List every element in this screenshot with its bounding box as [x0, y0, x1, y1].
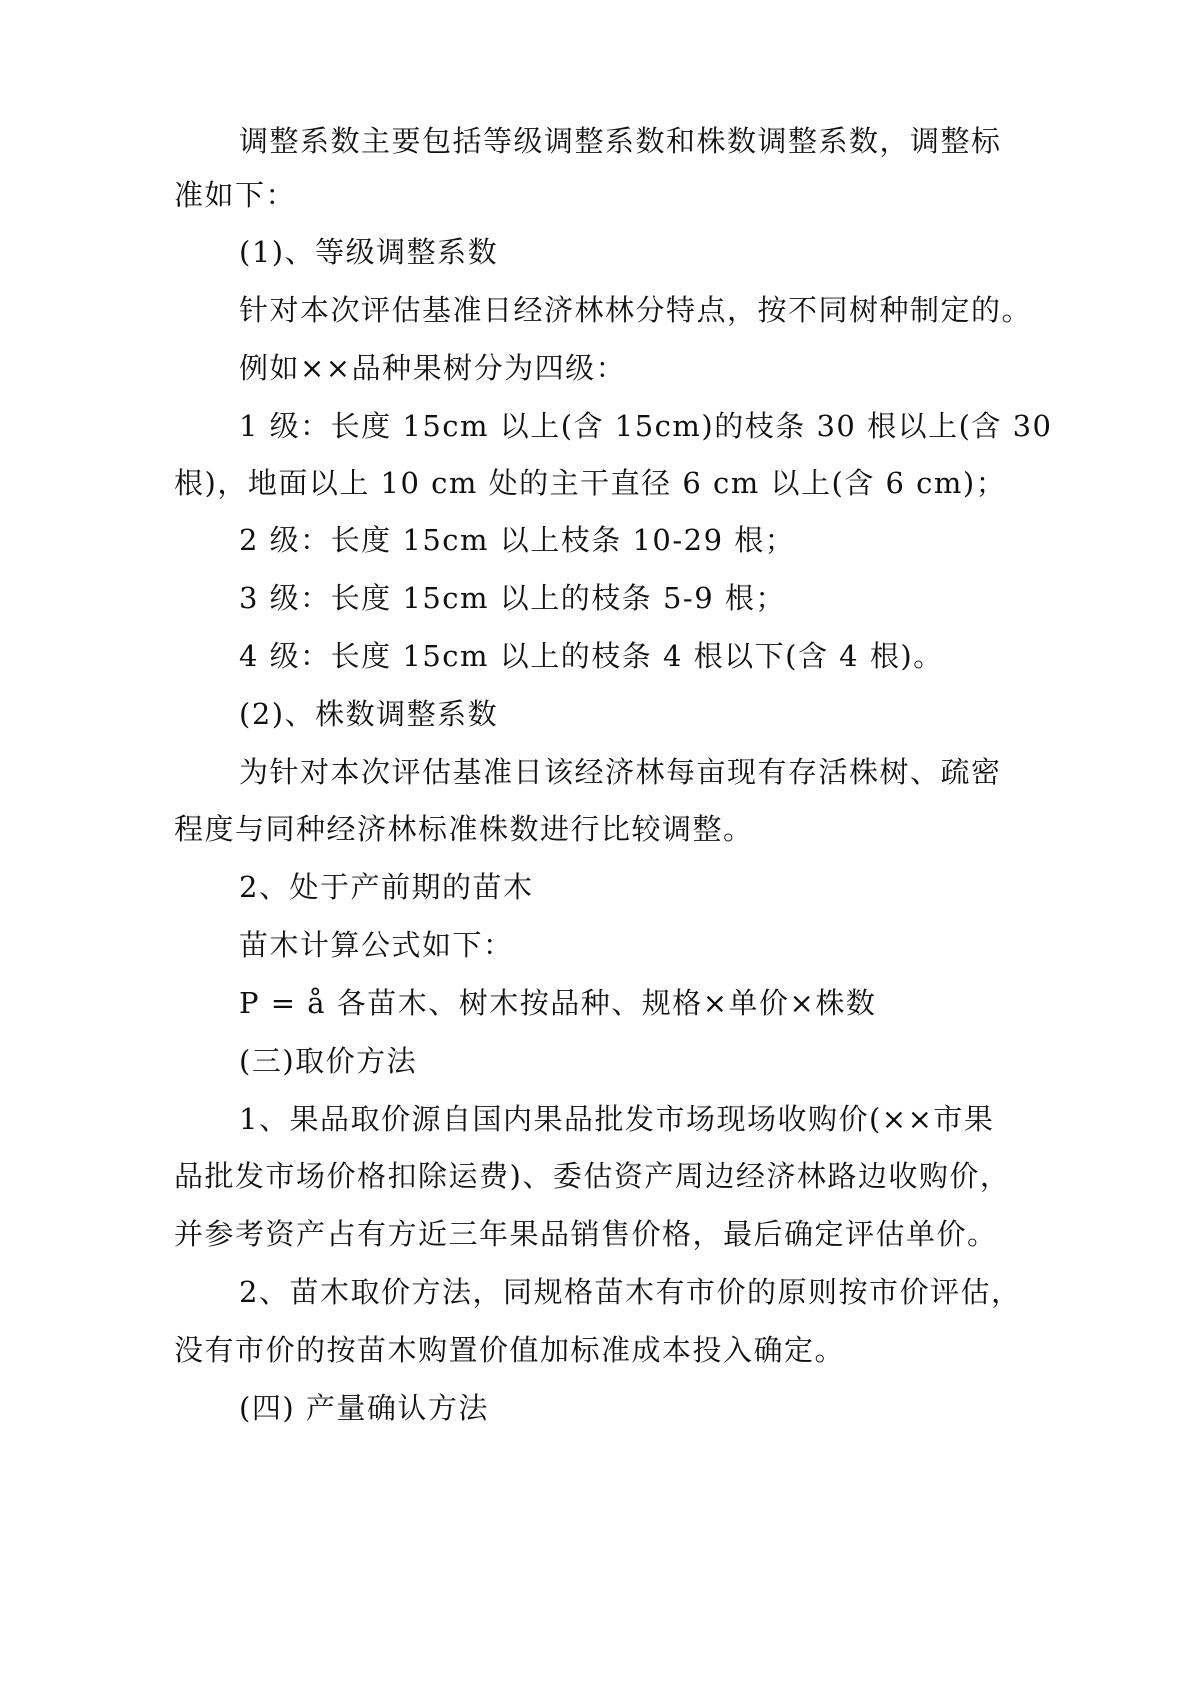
paragraph-adjustment-intro-line-2: 准如下：	[174, 178, 297, 212]
paragraph-fruit-pricing-line-3: 并参考资产占有方近三年果品销售价格，最后确定评估单价。	[174, 1217, 998, 1251]
paragraph-seedling-pricing-line-1: 2、苗木取价方法，同规格苗木有市价的原则按市价评估，	[239, 1275, 1022, 1309]
grade-4: 4 级：长度 15cm 以上的枝条 4 根以下(含 4 根)。	[239, 639, 944, 673]
paragraph-quantity-line-1: 为针对本次评估基准日该经济林每亩现有存活株树、疏密	[239, 755, 1002, 789]
paragraph-grade-example: 例如××品种果树分为四级：	[239, 351, 627, 385]
paragraph-seedling-pricing-line-2: 没有市价的按苗木购置价值加标准成本投入确定。	[174, 1333, 846, 1367]
seedling-formula: P = å 各苗木、树木按品种、规格×单价×株数	[239, 986, 877, 1020]
heading-grade-coefficient: (1)、等级调整系数	[239, 235, 499, 269]
paragraph-fruit-pricing-line-2: 品批发市场价格扣除运费)、委估资产周边经济林路边收购价，	[174, 1159, 1011, 1193]
heading-yield-confirmation: (四) 产量确认方法	[239, 1391, 489, 1425]
heading-seedlings: 2、处于产前期的苗木	[239, 870, 534, 904]
paragraph-fruit-pricing-line-1: 1、果品取价源自国内果品批发市场现场收购价(××市果	[239, 1102, 995, 1136]
grade-1-line-1: 1 级：长度 15cm 以上(含 15cm)的枝条 30 根以上(含 30	[239, 409, 1053, 443]
grade-2: 2 级：长度 15cm 以上枝条 10-29 根；	[239, 523, 796, 557]
heading-quantity-coefficient: (2)、株数调整系数	[239, 697, 499, 731]
grade-3: 3 级：长度 15cm 以上的枝条 5-9 根；	[239, 581, 786, 615]
heading-pricing-method: (三)取价方法	[239, 1044, 418, 1078]
paragraph-seedling-formula-intro: 苗木计算公式如下：	[239, 928, 514, 962]
paragraph-adjustment-intro-line-1: 调整系数主要包括等级调整系数和株数调整系数，调整标	[239, 124, 1002, 158]
paragraph-grade-basis: 针对本次评估基准日经济林林分特点，按不同树种制定的。	[239, 293, 1033, 327]
paragraph-quantity-line-2: 程度与同种经济林标准株数进行比较调整。	[174, 812, 754, 846]
grade-1-line-2: 根)，地面以上 10 cm 处的主干直径 6 cm 以上(含 6 cm)；	[174, 466, 1007, 500]
